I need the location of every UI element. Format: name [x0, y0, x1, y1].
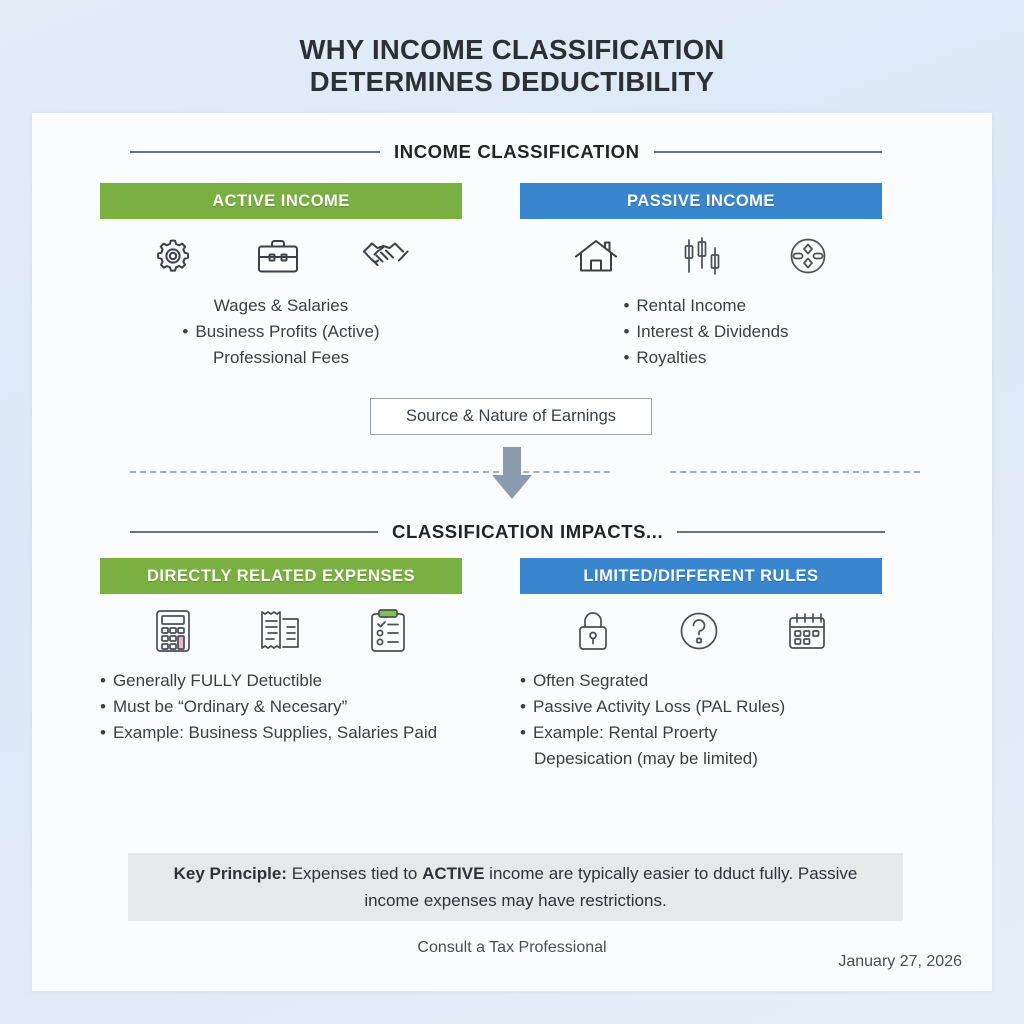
date-stamp: January 27, 2026 — [838, 953, 962, 970]
section-header-label: INCOME CLASSIFICATION — [394, 141, 640, 162]
list-item — [623, 319, 788, 345]
list-item-text: Generally FULLY Detuctible — [112, 671, 323, 690]
arrow-down-icon — [483, 445, 541, 501]
section-rule-right — [677, 531, 885, 533]
list-item-text: Passive Activity Loss (PAL Rules) — [532, 697, 786, 716]
icon-row-passive-income — [520, 225, 882, 287]
list-passive-income — [613, 293, 788, 371]
bullet-marker: • — [623, 348, 630, 367]
list-item-text: Must be “Ordinary & Necesary” — [112, 697, 348, 716]
bullet-marker: • — [623, 322, 630, 341]
list-limited-different-rules — [520, 668, 882, 772]
receipt-documents-icon — [254, 608, 306, 654]
section-rule-left — [130, 151, 380, 153]
list-item-text: Professional Fees — [212, 348, 350, 367]
list-item — [100, 293, 462, 319]
list-item-text: Wages & Salaries — [213, 296, 349, 315]
bullet-marker: • — [100, 723, 106, 742]
list-item-text: Example: Business Supplies, Salaries Paid — [112, 723, 438, 742]
banner-directly-related-expenses: DIRECTLY RELATED EXPENSES — [100, 558, 462, 594]
house-icon — [572, 235, 620, 277]
list-active-income — [100, 293, 462, 371]
page-title-line-2: DETERMINES DEDUCTIBILITY — [309, 66, 715, 97]
key-principle-emphasis: ACTIVE — [422, 864, 485, 883]
calendar-icon — [785, 609, 829, 653]
list-item — [100, 668, 462, 694]
bullet-marker: • — [182, 322, 189, 341]
list-directly-related-expenses — [100, 668, 462, 746]
handshake-icon — [361, 235, 411, 277]
column-limited-different-rules — [520, 558, 882, 772]
list-item-text: Interest & Dividends — [636, 322, 789, 341]
section-header-label: CLASSIFICATION IMPACTS... — [392, 521, 664, 542]
page-title-line-1: WHY INCOME CLASSIFICATION — [299, 34, 725, 65]
connector-label: Source & Nature of Earnings — [405, 407, 617, 425]
list-passive-income-wrapper — [520, 287, 882, 371]
key-principle-box — [128, 853, 903, 921]
list-item — [623, 293, 788, 319]
list-item — [100, 319, 462, 345]
section-header-income-classification — [130, 141, 920, 163]
bullet-marker: • — [100, 671, 106, 690]
calculator-icon — [153, 608, 193, 654]
banner-active-income: ACTIVE INCOME — [100, 183, 462, 219]
list-item — [100, 694, 462, 720]
bullet-marker: • — [520, 697, 526, 716]
gear-icon — [151, 234, 195, 278]
list-item-text: Example: Rental Proerty — [532, 723, 718, 742]
section-header-classification-impacts — [130, 521, 920, 543]
icon-row-active-income — [100, 225, 462, 287]
clipboard-checklist-icon — [367, 608, 409, 654]
consult-note: Consult a Tax Professional — [417, 939, 607, 956]
list-item — [520, 720, 882, 746]
list-item-text: Depesication (may be limited) — [534, 749, 758, 768]
list-item — [623, 345, 788, 371]
lock-icon — [573, 608, 613, 654]
list-item — [100, 720, 462, 746]
banner-limited-different-rules: LIMITED/DIFFERENT RULES — [520, 558, 882, 594]
column-active-income — [100, 183, 462, 371]
list-item — [520, 694, 882, 720]
section-rule-left — [130, 531, 378, 533]
list-item — [100, 345, 462, 371]
briefcase-icon — [254, 235, 302, 277]
coin-diamond-icon — [786, 234, 830, 278]
question-circle-icon — [676, 608, 722, 654]
column-passive-income — [520, 183, 882, 371]
bullet-marker: • — [623, 296, 630, 315]
bullet-marker: • — [520, 723, 526, 742]
list-item-text: Rental Income — [636, 296, 747, 315]
connector-source-nature-box — [370, 398, 652, 435]
bullet-marker: • — [520, 671, 526, 690]
list-item — [520, 668, 882, 694]
page-title — [0, 34, 1024, 98]
list-item-text: Royalties — [636, 348, 707, 367]
list-item-text: Business Profits (Active) — [195, 322, 380, 341]
list-item-continuation — [520, 746, 882, 772]
key-principle-line1-tail: income are typically easier to — [484, 864, 709, 883]
list-item-text: Often Segrated — [532, 671, 649, 690]
content-card — [32, 113, 992, 991]
banner-passive-income: PASSIVE INCOME — [520, 183, 882, 219]
column-directly-related-expenses — [100, 558, 462, 746]
key-principle-line1-lead: Expenses tied to — [286, 864, 423, 883]
divider-dashed-right — [670, 471, 920, 473]
key-principle-label: Key Principle: — [173, 864, 287, 883]
key-principle-text — [128, 860, 903, 914]
icon-row-directly-related-expenses — [100, 600, 462, 662]
candlestick-chart-icon — [680, 235, 726, 277]
key-principle-line2: dduct fully. Passive income expenses may have restrictions. — [364, 864, 858, 910]
icon-row-limited-different-rules — [520, 600, 882, 662]
bullet-marker: • — [100, 697, 106, 716]
section-rule-right — [654, 151, 882, 153]
